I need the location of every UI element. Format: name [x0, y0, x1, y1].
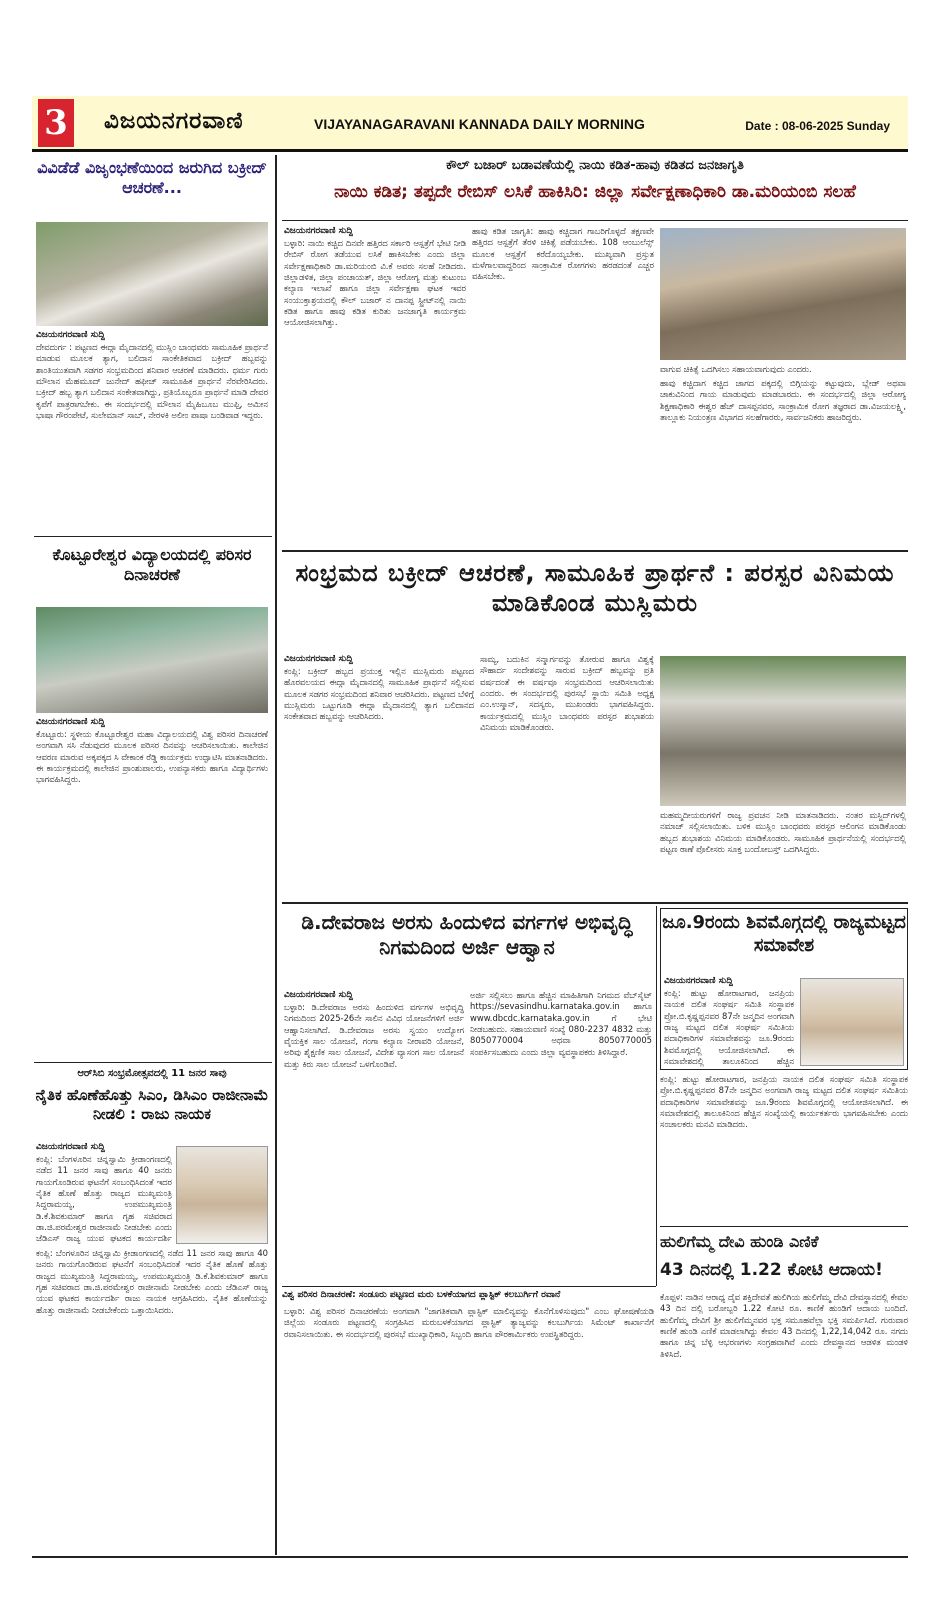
divider [660, 1226, 908, 1227]
photo-bakrid-prayer [36, 222, 268, 326]
article-body-left: ಕಂಪ್ಲಿ: ಬಕ್ರೀದ್ ಹಬ್ಬದ ಪ್ರಯುಕ್ತ ಇಲ್ಲಿನ ಮುಸ್ಲಿಮರು ಪಟ್ಟಣದ ಹೊರವಲಯದ ಈದ್ಗಾ ಮೈದಾನದಲ್ಲಿ ಸಾಮೂಹಿಕ ಪ್ರಾರ್ಥನೆ ಸಲ್ಲಿಸುವ ಮೂಲಕ ಸಡಗರ ಸಂಭ್ರಮದಿಂದ ಶನಿವಾರ ಆಚರಿಸಿದರು. ಪಟ್ಟಣದ ಬೆಳಿಗ್ಗೆ ಮುಸ್ಲಿಮರು ಒಟ್ಟುಗೂಡಿ ಈದ್ಗಾ ಮೈದಾನದಲ್ಲಿ ತ್ಯಾಗ ಬಲಿದಾನದ ಸಂಕೇತವಾದ ಹಬ್ಬವನ್ನು ಆಚರಿಸಿದರು. [284, 666, 474, 722]
masthead [32, 96, 908, 152]
brand-english: VIJAYANAGARAVANI KANNADA DAILY MORNING [314, 116, 645, 132]
subheadline-revenue: 43 ದಿನದಲ್ಲಿ 1.22 ಕೋಟಿ ಆದಾಯ! [660, 1260, 883, 1280]
photo-caption: ವಾಗುವ ಚಿಕಿತ್ಸೆ ಒದಗಿಸಲು ಸಹಾಯವಾಗುವುದು ಎಂದರು. [660, 364, 812, 374]
article-body: ದೇವದುರ್ಗ : ಪಟ್ಟಣದ ಈದ್ಗಾ ಮೈದಾನದಲ್ಲಿ ಮುಸ್ಲಿಂ ಬಾಂಧವರು ಸಾಮೂಹಿಕ ಪ್ರಾರ್ಥನೆ ಮಾಡುವ ಮೂಲಕ ತ್ಯಾಗ, ಬಲಿದಾನ ಸಾಂಕೇತಿಕವಾದ ಬಕ್ರೀದ್ ಹಬ್ಬವನ್ನು ಶಾಂತಿಯುತವಾಗಿ ಸಡಗರ ಸಂಭ್ರಮದಿಂದ ಶನಿವಾರ ಆಚರಣೆ ಮಾಡಿದರು. ಧರ್ಮ ಗುರು ಮೌಲಾನ ಮೆಹಮೂದ್ ಜುನೇದ್ ಹಫೀಜ್ ಸಾಮೂಹಿಕ ಪ್ರಾರ್ಥನೆ ನೆರವೇರಿಸಿದರು. ಬಕ್ರೀದ್ ಹಬ್ಬ ತ್ಯಾಗ ಬಲಿದಾನ ಸಂಕೇತವಾಗಿದ್ದು, ಪ್ರತಿಯೊಬ್ಬರೂ ಪ್ರಾರ್ಥನೆ ಮಾಡಿ ದೇವರ ಕೃಪೆಗೆ ಪಾತ್ರರಾಗಬೇಕು. ಈ ಸಂದರ್ಭದಲ್ಲಿ ಮೌಲಾನ ಮೈಹಿಬೂಬ ಮುಫ್ತಿ, ಅಮೀನ ಭಾಷಾ ಗೌರಂಪೇಟೆ, ಸುಲೇಮಾನ್ ಸಾಬ್, ನೇರಳಕಿ ಅಲೀಂ ಪಾಷಾ ಬಂಡಿವಾಡ ಇದ್ದರು. [36, 342, 268, 421]
byline: ವಿಜಯನಗರವಾಣಿ ಸುದ್ದಿ [36, 330, 105, 340]
headline-devaraj-applications: ಡಿ.ದೇವರಾಜ ಅರಸು ಹಿಂದುಳಿದ ವರ್ಗಗಳ ಅಭಿವೃದ್ಧಿ ನಿಗಮದಿಂದ ಅರ್ಜಿ ಆಹ್ವಾನ [301, 910, 633, 959]
byline: ವಿಜಯನಗರವಾಣಿ ಸುದ್ದಿ [284, 654, 353, 664]
byline: ವಿಜಯನಗರವಾಣಿ ಸುದ್ದಿ [36, 717, 105, 727]
article-body-mid: ಸಾಮ್ಯ, ಬದುಕಿನ ಸನ್ಮಾರ್ಗವನ್ನು ತೋರುವ ಹಾಗೂ ವಿಶ್ವಕ್ಕೆ ಸೌಹಾರ್ದ ಸಂದೇಶವನ್ನು ಸಾರುವ ಬಕ್ರೀದ್ ಹಬ್ಬವನ್ನು ಪ್ರತಿ ವರ್ಷದಂತೆ ಈ ವರ್ಷವೂ ಸಂಭ್ರಮದಿಂದ ಆಚರಿಸಲಾಯಿತು ಎಂದರು. ಈ ಸಂದರ್ಭದಲ್ಲಿ ಪುರಸಭೆ ಸ್ಥಾಯಿ ಸಮಿತಿ ಅಧ್ಯಕ್ಷ ಎಂ.ಉಸ್ಮಾನ್, ಸದಸ್ಯರು, ಮುಖಂಡರು ಭಾಗವಹಿಸಿದ್ದರು. ಕಾರ್ಯಕ್ರಮದಲ್ಲಿ ಮುಸ್ಲಿಂ ಬಾಂಧವರು ಪರಸ್ಪರ ಶುಭಾಶಯ ವಿನಿಮಯ ಮಾಡಿಕೊಂಡರು. [480, 654, 654, 733]
article-body: ಕಂಪ್ಲಿ: ಬೆಂಗಳೂರಿನ ಚಿನ್ನಸ್ವಾಮಿ ಕ್ರೀಡಾಂಗಣದಲ್ಲಿ ನಡೆದ 11 ಜನರ ಸಾವು ಹಾಗೂ 40 ಜನರು ಗಾಯಗೊಂಡಿರುವ ಘಟನೆಗೆ ಸಂಬಂಧಿಸಿದಂತೆ ಇದರ ನೈತಿಕ ಹೊಣೆ ಹೊತ್ತು ರಾಜ್ಯದ ಮುಖ್ಯಮಂತ್ರಿ ಸಿದ್ದರಾಮಯ್ಯ, ಉಪಮುಖ್ಯಮಂತ್ರಿ ಡಿ.ಕೆ.ಶಿವಕುಮಾರ್ ಹಾಗೂ ಗೃಹ ಸಚಿವರಾದ ಡಾ.ಜಿ.ಪರಮೇಶ್ವರ ರಾಜೀನಾಮೆ ನೀಡಬೇಕು ಎಂದು ಜೆಡಿಎಸ್ ರಾಜ್ಯ ಯುವ ಘಟಕದ ಕಾರ್ಯದರ್ಶಿ ರಾಜು ನಾಯಕ ಆಗ್ರಹಿಸಿದರು. ನೈತಿಕ ಹೊಣೆಯನ್ನು ಹೊತ್ತು ರಾಜೀನಾಮೆ ನೀಡಬೇಕೆಂದು ಒತ್ತಾಯಿಸಿದರು. [36, 1248, 268, 1315]
byline: ವಿಜಯನಗರವಾಣಿ ಸುದ್ದಿ [664, 976, 733, 986]
article-body-right: ಹಾವು ಕಡಿತ ಜಾಗೃತಿ: ಹಾವು ಕಚ್ಚಿದಾಗ ಗಾಬರಿಗೊಳ್ಳದೆ ತಕ್ಷಣವೇ ಹತ್ತಿರದ ಆಸ್ಪತ್ರೆಗೆ ತೆರಳಿ ಚಿಕಿತ್ಸೆ ಪಡೆಯಬೇಕು. 108 ಆಂಬುಲೆನ್ಸ್ ಮೂಲಕ ಆಸ್ಪತ್ರೆಗೆ ಕರೆದೊಯ್ಯಬೇಕು. ಮುಖ್ಯವಾಗಿ ಪ್ರಸ್ತುತ ಮಳೆಗಾಲವಾದ್ದರಿಂದ ಸಾಂಕ್ರಾಮಿಕ ರೋಗಗಳು ಹರಡದಂತೆ ಎಚ್ಚರ ವಹಿಸಬೇಕು. [472, 226, 654, 282]
headline-plastic-transfer: ವಿಶ್ವ ಪರಿಸರ ದಿನಾಚರಣೆ: ಸಂಡೂರು ಪಟ್ಟಣದ ಮರು ಬಳಕೆಯಾಗದ ಪ್ಲಾಸ್ಟಿಕ್ ಕಲಬುರ್ಗಿಗೆ ರವಾನೆ [282, 1290, 561, 1300]
divider [282, 902, 908, 904]
byline: ವಿಜಯನಗರವಾಣಿ ಸುದ್ದಿ [284, 226, 353, 236]
byline: ವಿಜಯನಗರವಾಣಿ ಸುದ್ದಿ [36, 1142, 105, 1152]
divider [34, 1062, 272, 1063]
article-body-top: ಕಂಪ್ಲಿ: ಬೆಂಗಳೂರಿನ ಚಿನ್ನಸ್ವಾಮಿ ಕ್ರೀಡಾಂಗಣದಲ್ಲಿ ನಡೆದ 11 ಜನರ ಸಾವು ಹಾಗೂ 40 ಜನರು ಗಾಯಗೊಂಡಿರುವ ಘಟನೆಗೆ ಸಂಬಂಧಿಸಿದಂತೆ ಇದರ ನೈತಿಕ ಹೊಣೆ ಹೊತ್ತು ರಾಜ್ಯದ ಮುಖ್ಯಮಂತ್ರಿ ಸಿದ್ದರಾಮಯ್ಯ, ಉಪಮುಖ್ಯಮಂತ್ರಿ ಡಿ.ಕೆ.ಶಿವಕುಮಾರ್ ಹಾಗೂ ಗೃಹ ಸಚಿವರಾದ ಡಾ.ಜಿ.ಪರಮೇಶ್ವರ ರಾಜೀನಾಮೆ ನೀಡಬೇಕು ಎಂದು ಜೆಡಿಎಸ್ ರಾಜ್ಯ ಯುವ ಘಟಕದ ಕಾರ್ಯದರ್ಶಿ [36, 1154, 172, 1244]
headline-shivamogga-convention: ಜೂ.9ರಂದು ಶಿವಮೊಗ್ಗದಲ್ಲಿ ರಾಜ್ಯಮಟ್ಟದ ಸಮಾವೇಶ [662, 912, 906, 956]
article-body: ಕೊಟ್ಟೂರು: ಸ್ಥಳೀಯ ಕೊಟ್ಟೂರೇಶ್ವರ ಮಹಾ ವಿದ್ಯಾಲಯದಲ್ಲಿ ವಿಶ್ವ ಪರಿಸರ ದಿನಾಚರಣೆ ಅಂಗವಾಗಿ ಸಸಿ ನೆಡುವುದರ ಮೂಲಕ ಪರಿಸರ ದಿನವನ್ನು ಆಚರಿಸಲಾಯಿತು. ಕಾಲೇಜಿನ ಆವರಣ ಮಾರುವ ಅಕ್ಕಪಕ್ಕದ ಸಿ ವೇಕಾಂಕ ರೆಡ್ಡಿ ಕಾರ್ಯಕ್ರಮ ಉದ್ಘಾಟಿಸಿ ಮಾತನಾಡಿದರು. ಈ ಕಾರ್ಯಕ್ರಮದಲ್ಲಿ ಕಾಲೇಜಿನ ಪ್ರಾಂಶುಪಾಲರು, ಉಪನ್ಯಾಸಕರು ಹಾಗೂ ವಿದ್ಯಾರ್ಥಿಗಳು ಭಾಗವಹಿಸಿದ್ದರು. [36, 729, 268, 785]
article-body: ಕಂಪ್ಲಿ: ಹುಟ್ಟು ಹೋರಾಟಗಾರ, ಜನಪ್ರಿಯ ನಾಯಕ ದಲಿತ ಸಂಘರ್ಷ ಸಮಿತಿ ಸಂಸ್ಥಾಪಕ ಪ್ರೋ.ಬಿ.ಕೃಷ್ಣಪ್ಪನವರ 87ನೇ ಜನ್ಮದಿನ ಅಂಗವಾಗಿ ರಾಜ್ಯ ಮಟ್ಟದ ದಲಿತ ಸಂಘರ್ಷ ಸಮಿತಿಯ ಪದಾಧಿಕಾರಿಗಳ ಸಮಾವೇಶವನ್ನು ಜೂ.9ರಂದು ಶಿವಮೊಗ್ಗದಲ್ಲಿ ಆಯೋಜಿಸಲಾಗಿದೆ. ಈ ಸಮಾವೇಶದಲ್ಲಿ ತಾಲೂಕಿನಿಂದ ಹೆಚ್ಚಿನ ಸಂಖ್ಯೆಯಲ್ಲಿ ಕಾರ್ಯಕರ್ತರು ಭಾಗವಹಿಸಬೇಕು ಎಂದು ಸಂಚಾಲಕರು ಮನವಿ ಮಾಡಿದರು. [660, 1074, 908, 1130]
headline-bakrid-prayer-exchange: ಸಂಭ್ರಮದ ಬಕ್ರೀದ್ ಆಚರಣೆ, ಸಾಮೂಹಿಕ ಪ್ರಾರ್ಥನೆ : ಪರಸ್ಪರ ವಿನಿಮಯ ಮಾಡಿಕೊಂಡ ಮುಸ್ಲಿಮರು [295, 559, 895, 617]
headline-kotturu-environment-day: ಕೊಟ್ಟೂರೇಶ್ವರ ವಿದ್ಯಾಲಯದಲ್ಲಿ ಪರಿಸರ ದಿನಾಚರಣೆ [52, 545, 252, 584]
issue-date: Date : 08-06-2025 Sunday [745, 119, 890, 133]
photo-awareness-event [660, 228, 906, 360]
photo-tree-planting [36, 607, 268, 713]
article-body: ಬಳ್ಳಾರಿ: ವಿಶ್ವ ಪರಿಸರ ದಿನಾಚರಣೆಯ ಅಂಗವಾಗಿ "ಜಾಗತಿಕವಾಗಿ ಪ್ಲಾಸ್ಟಿಕ್ ಮಾಲಿನ್ಯವನ್ನು ಕೊನೆಗೊಳಿಸುವುದು" ಎಂಬ ಘೋಷಣೆಯಡಿ ಜಿಲ್ಲೆಯ ಸಂಡೂರು ಪಟ್ಟಣದಲ್ಲಿ ಸಂಗ್ರಹಿಸಿದ ಮರುಬಳಕೆಯಾಗದ ಪ್ಲಾಸ್ಟಿಕ್ ತ್ಯಾಜ್ಯವನ್ನು ಕಲಬುರ್ಗಿಯ ಸಿಮೆಂಟ್ ಕಾರ್ಖಾನೆಗೆ ರವಾನಿಸಲಾಯಿತು. ಈ ಸಂದರ್ಭದಲ್ಲಿ ಪುರಸಭೆ ಮುಖ್ಯಾಧಿಕಾರಿ, ಸಿಬ್ಬಂದಿ ಹಾಗೂ ಪೌರಕಾರ್ಮಿಕರು ಉಪಸ್ಥಿತರಿದ್ದರು. [284, 1306, 654, 1339]
divider [34, 536, 272, 537]
article-body-left: ಬಳ್ಳಾರಿ: ಡಿ.ದೇವರಾಜ ಅರಸು ಹಿಂದುಳಿದ ವರ್ಗಗಳ ಅಭಿವೃದ್ಧಿ ನಿಗಮದಿಂದ 2025-26ನೇ ಸಾಲಿನ ವಿವಿಧ ಯೋಜನೆಗಳಿಗೆ ಅರ್ಜಿ ಆಹ್ವಾನಿಸಲಾಗಿದೆ. ಡಿ.ದೇವರಾಜ ಅರಸು ಸ್ವಯಂ ಉದ್ಯೋಗ ವೈಯಕ್ತಿಕ ಸಾಲ ಯೋಜನೆ, ಗಂಗಾ ಕಲ್ಯಾಣ ನೀರಾವರಿ ಯೋಜನೆ, ಅರಿವು ಶೈಕ್ಷಣಿಕ ಸಾಲ ಯೋಜನೆ, ವಿದೇಶ ವ್ಯಾಸಂಗ ಸಾಲ ಯೋಜನೆ ಮತ್ತು ಕಿರು ಸಾಲ ಯೋಜನೆ ಒಳಗೊಂಡಿವೆ. [284, 1002, 464, 1069]
headline-rabies-vaccine: ನಾಯಿ ಕಡಿತ; ತಪ್ಪದೇ ರೇಬಿಸ್ ಲಸಿಕೆ ಹಾಕಿಸಿರಿ: ಜಿಲ್ಲಾ ಸರ್ವೇಕ್ಷಣಾಧಿಕಾರಿ ಡಾ.ಮರಿಯಂಬಿ ಸಲಹೆ [334, 182, 856, 202]
article-body-left: ಬಳ್ಳಾರಿ: ನಾಯಿ ಕಚ್ಚಿದ ದಿನವೇ ಹತ್ತಿರದ ಸರ್ಕಾರಿ ಆಸ್ಪತ್ರೆಗೆ ಭೇಟಿ ನೀಡಿ ರೇಬಿಸ್ ರೋಗ ತಡೆಯುವ ಲಸಿಕೆ ಹಾಕಿಸಬೇಕು ಎಂದು ಜಿಲ್ಲಾ ಸರ್ವೇಕ್ಷಣಾಧಿಕಾರಿ ಡಾ.ಮರಿಯಂಬಿ ವಿ.ಕೆ ಅವರು ಸಲಹೆ ನೀಡಿದರು. ಜಿಲ್ಲಾಡಳಿತ, ಜಿಲ್ಲಾ ಪಂಚಾಯತ್, ಜಿಲ್ಲಾ ಆರೋಗ್ಯ ಮತ್ತು ಕುಟುಂಬ ಕಲ್ಯಾಣ ಇಲಾಖೆ ಹಾಗೂ ಜಿಲ್ಲಾ ಸರ್ವೇಕ್ಷಣಾ ಘಟಕ ಇವರ ಸಂಯುಕ್ತಾಶ್ರಯದಲ್ಲಿ ಕೌಲ್ ಬಜಾರ್ ನ ದಾನಪ್ಪ ಸ್ಟ್ರೀಟ್‌ನಲ್ಲಿ ನಾಯಿ ಕಡಿತ ಹಾಗೂ ಹಾವು ಕಡಿತ ಕುರಿತು ಜನಜಾಗೃತಿ ಕಾರ್ಯಕ್ರಮ ಆಯೋಜಿಸಲಾಗಿತ್ತು. [284, 238, 466, 328]
headline-resign-demand: ನೈತಿಕ ಹೊಣೆಹೊತ್ತು ಸಿಎಂ, ಡಿಸಿಎಂ ರಾಜೀನಾಮೆ ನೀಡಲಿ : ರಾಜು ನಾಯಕ [35, 1086, 269, 1123]
column-rule [656, 906, 657, 1286]
photo-idgah-prayer [660, 656, 906, 806]
article-body-top: ಕಂಪ್ಲಿ: ಹುಟ್ಟು ಹೋರಾಟಗಾರ, ಜನಪ್ರಿಯ ನಾಯಕ ದಲಿತ ಸಂಘರ್ಷ ಸಮಿತಿ ಸಂಸ್ಥಾಪಕ ಪ್ರೋ.ಬಿ.ಕೃಷ್ಣಪ್ಪನವರ 87ನೇ ಜನ್ಮದಿನ ಅಂಗವಾಗಿ ರಾಜ್ಯ ಮಟ್ಟದ ದಲಿತ ಸಂಘರ್ಷ ಸಮಿತಿಯ ಪದಾಧಿಕಾರಿಗಳ ಸಮಾವೇಶವನ್ನು ಜೂ.9ರಂದು ಶಿವಮೊಗ್ಗದಲ್ಲಿ ಆಯೋಜಿಸಲಾಗಿದೆ. ಈ ಸಮಾವೇಶದಲ್ಲಿ ತಾಲೂಕಿನಿಂದ ಹೆಚ್ಚಿನ [664, 988, 794, 1067]
article-body-continued: ಹಾವು ಕಚ್ಚಿದಾಗ ಕಚ್ಚಿದ ಜಾಗದ ಪಕ್ಕದಲ್ಲಿ ಬಿಗ್ಗಿಯನ್ನು ಕಟ್ಟುವುದು, ಬ್ಲೇಡ್ ಅಥವಾ ಚಾಕುವಿನಿಂದ ಗಾಯ ಮಾಡುವುದು ಮಾಡಬಾರದು. ಈ ಸಂದರ್ಭದಲ್ಲಿ ಜಿಲ್ಲಾ ಆರೋಗ್ಯ ಶಿಕ್ಷಣಾಧಿಕಾರಿ ಈಶ್ವರ ಹೆಚ್ ದಾಸಪ್ಪನವರ, ಸಾಂಕ್ರಾಮಿಕ ರೋಗ ತಜ್ಞರಾದ ಡಾ.ವಿಜಯಲಕ್ಷ್ಮಿ, ತಾಲ್ಲೂಕು ನಿಯಂತ್ರಣ ವಿಭಾಗದ ಸಲಹೆಗಾರರು, ಸಾರ್ವಜನಿಕರು ಹಾಜರಿದ್ದರು. [660, 378, 906, 423]
headline-bakrid-celebrations: ವಿವಿಡೆಡೆ ವಿಜೃಂಭಣೆಯಿಂದ ಜರುಗಿದ ಬಕ್ರೀದ್ ಆಚರಣೆ... [37, 158, 267, 197]
brand-kannada: ವಿಜಯನಗರವಾಣಿ [104, 108, 244, 134]
column-rule-left [275, 155, 277, 1555]
page-number: 3 [38, 99, 74, 147]
divider [282, 220, 908, 221]
divider [282, 550, 908, 552]
article-body: ಕೊಪ್ಪಳ: ನಾಡಿನ ಆರಾಧ್ಯ ದೈವ ಶಕ್ತಿದೇವತೆ ಹುಲಿಗಿಯ ಹುಲಿಗೆಮ್ಮ ದೇವಿ ದೇವಸ್ಥಾನದಲ್ಲಿ ಕೇವಲ 43 ದಿನ ದಲ್ಲಿ ಬರೋಬ್ಬರಿ 1.22 ಕೋಟಿ ರೂ. ಕಾಣಿಕೆ ಹುಂಡಿಗೆ ಆದಾಯ ಬಂದಿದೆ. ಹುಲಿಗೆಮ್ಮ ದೇವಿಗೆ ಶ್ರೀ ಹುಲಿಗೆಮ್ಮನವರ ಭಕ್ತ ಸಮೂಹವೆಲ್ಲಾ ಭಕ್ತಿ ಸಮರ್ಪಿಸಿದೆ. ಗುರುವಾರ ಕಾಣಿಕೆ ಹುಂಡಿ ಎಣಿಕೆ ಮಾಡಲಾಗಿದ್ದು ಕೇವಲ 43 ದಿನದಲ್ಲಿ 1,22,14,042 ರೂ. ನಗದು ಹಾಗೂ ಚಿನ್ನ ಬೆಳ್ಳಿ ಆಭರಣಗಳು ಸಂಗ್ರಹವಾಗಿವೆ ಎಂದು ದೇವಸ್ಥಾನದ ಆಡಳಿತ ಮಂಡಳಿ ತಿಳಿಸಿದೆ. [660, 1292, 908, 1359]
photo-person [800, 978, 904, 1066]
photo-raju-nayak [176, 1146, 268, 1244]
divider [282, 1286, 656, 1287]
headline-huligemma-hundi: ಹುಲಿಗೆಮ್ಮ ದೇವಿ ಹುಂಡಿ ಎಣಿಕೆ [660, 1232, 819, 1251]
article-body-right: ಅರ್ಜಿ ಸಲ್ಲಿಸಲು ಹಾಗೂ ಹೆಚ್ಚಿನ ಮಾಹಿತಿಗಾಗಿ ನಿಗಮದ ವೆಬ್‌ಸೈಟ್ https://sevasindhu.karnataka.gov.in ಹಾಗೂ www.dbcdc.karnataka.gov.in ಗೆ ಭೇಟಿ ನೀಡಬಹುದು. ಸಹಾಯವಾಣಿ ಸಂಖ್ಯೆ 080-2237 4832 ಮತ್ತು 8050770004 ಅಥವಾ 8050770005 ಸಂಪರ್ಕಿಸಬಹುದು ಎಂದು ಜಿಲ್ಲಾ ವ್ಯವಸ್ಥಾಪಕರು ತಿಳಿಸಿದ್ದಾರೆ. [470, 990, 652, 1057]
article-body-right: ಮಹಮ್ಮದೀಯರುಗಳಿಗೆ ರಾಜ್ಯ ಪ್ರವಚನ ನೀಡಿ ಮಾತನಾಡಿದರು. ನಂತರ ಮಸ್ಜಿದ್‌ಗಳಲ್ಲಿ ನಮಾಜ್ ಸಲ್ಲಿಸಲಾಯಿತು. ಬಳಿಕ ಮುಸ್ಲಿಂ ಬಾಂಧವರು ಪರಸ್ಪರ ಆಲಿಂಗನ ಮಾಡಿಕೊಂಡು ಹಬ್ಬದ ಶುಭಾಶಯ ವಿನಿಮಯ ಮಾಡಿಕೊಂಡರು. ಸಾಮೂಹಿಕ ಪ್ರಾರ್ಥನೆಯಲ್ಲಿ ಸಂದರ್ಭದಲ್ಲಿ ಪಟ್ಟಣ ಠಾಣೆ ಪೊಲೀಸರು ಸೂಕ್ತ ಬಂದೋಬಸ್ತ್ ಒದಗಿಸಿದ್ದರು. [660, 810, 906, 855]
kicker-dog-bite-awareness: ಕೌಲ್ ಬಜಾರ್ ಬಡಾವಣೆಯಲ್ಲಿ ನಾಯಿ ಕಡಿತ-ಹಾವು ಕಡಿತದ ಜನಜಾಗೃತಿ [446, 158, 744, 173]
page-bottom-rule [32, 1556, 908, 1558]
byline: ವಿಜಯನಗರವಾಣಿ ಸುದ್ದಿ [284, 990, 353, 1000]
kicker-rcb-stampede: ಆರ್‌ಸಿಬಿ ಸಂಭ್ರಮೋತ್ಸವದಲ್ಲಿ 11 ಜನರ ಸಾವು [77, 1068, 227, 1079]
